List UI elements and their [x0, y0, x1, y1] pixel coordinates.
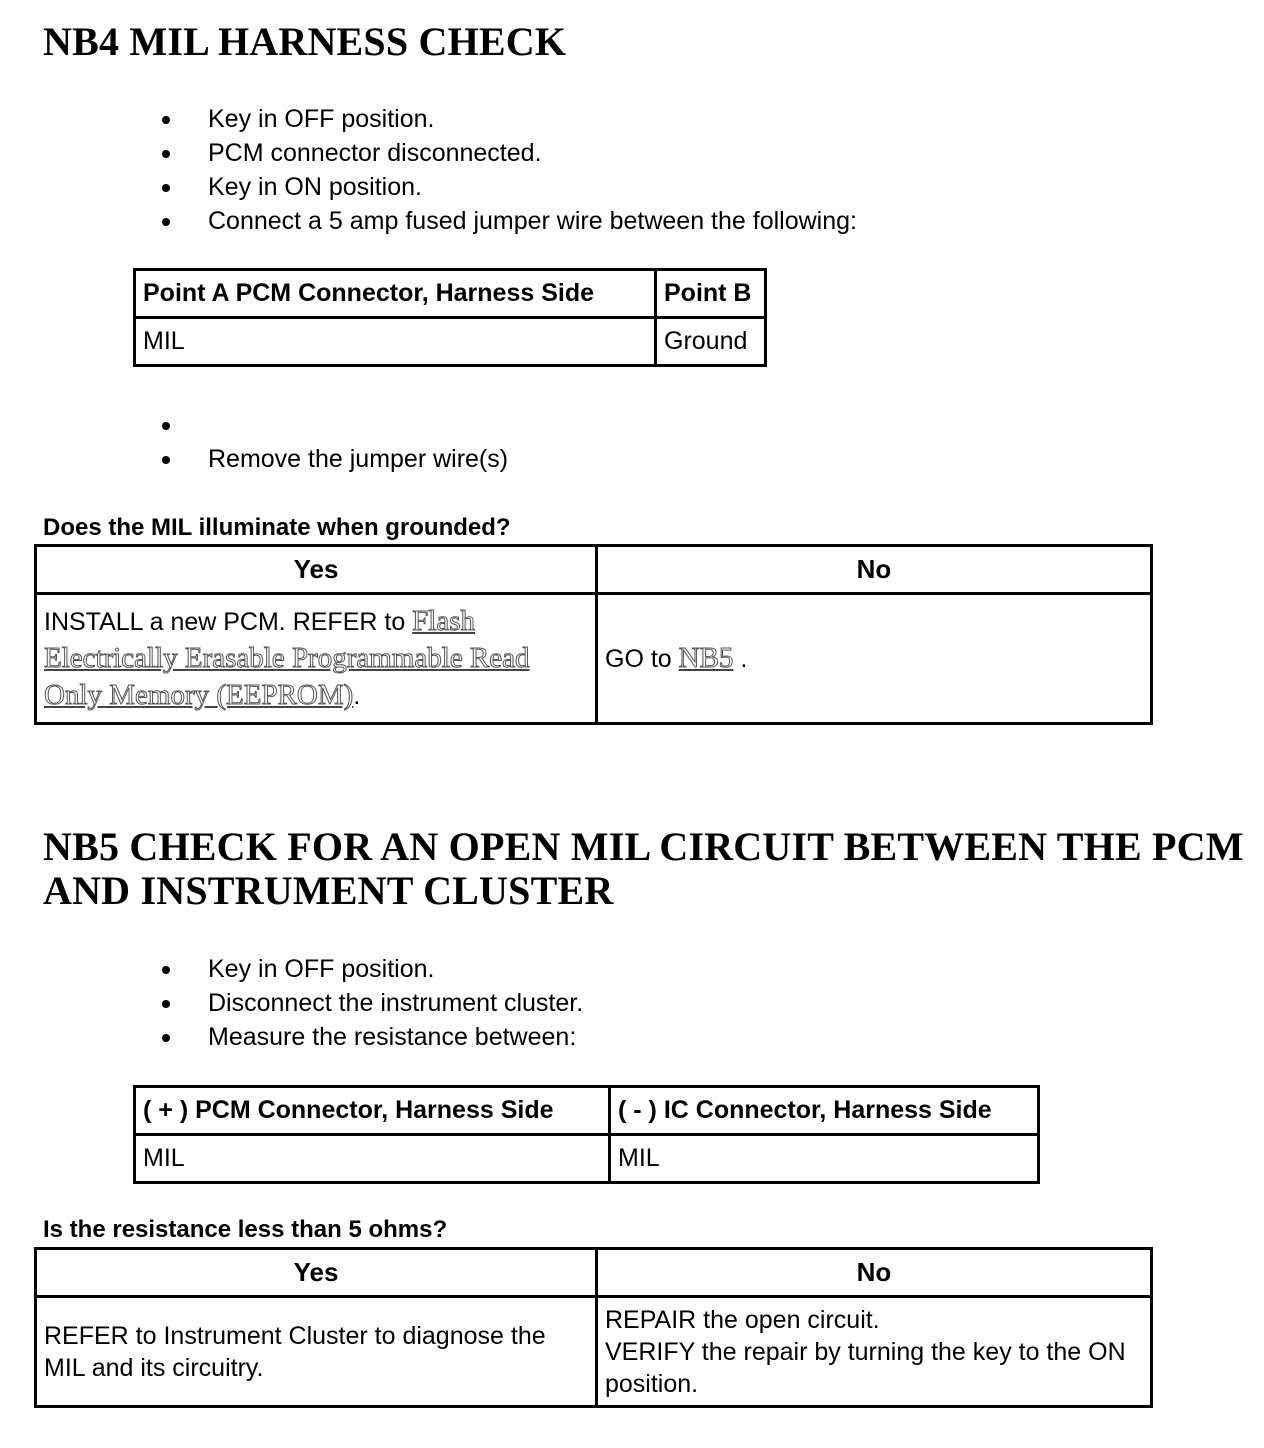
- table-header: Point B: [656, 270, 766, 318]
- bullet-icon: [162, 1000, 170, 1008]
- nb4-connector-table: [133, 268, 767, 367]
- table-row: [36, 594, 1152, 724]
- table-cell: MIL: [135, 1135, 610, 1183]
- bullet-icon: [162, 150, 170, 158]
- yes-header: Yes: [36, 546, 597, 594]
- bullet-icon: [162, 116, 170, 124]
- list-item: Key in ON position.: [0, 170, 857, 204]
- nb4-result-table: [34, 544, 1153, 725]
- table-header: Point A PCM Connector, Harness Side: [135, 270, 656, 318]
- no-header: No: [597, 546, 1152, 594]
- table-cell: MIL: [135, 318, 656, 366]
- nb5-step-list: [0, 952, 583, 1054]
- list-item: Remove the jumper wire(s): [0, 442, 508, 476]
- no-header: No: [597, 1249, 1152, 1297]
- nb5-question: Is the resistance less than 5 ohms?: [43, 1216, 448, 1243]
- no-cell: GO to NB5 .: [597, 594, 1152, 724]
- table-row: [135, 318, 766, 366]
- nb4-step-list-after: [0, 408, 508, 476]
- yes-header: Yes: [36, 1249, 597, 1297]
- list-item: PCM connector disconnected.: [0, 136, 857, 170]
- list-item: Key in OFF position.: [0, 102, 857, 136]
- list-item: Key in OFF position.: [0, 952, 583, 986]
- yes-cell: REFER to Instrument Cluster to diagnose the MIL and its circuitry.: [36, 1297, 597, 1407]
- table-header: ( - ) IC Connector, Harness Side: [610, 1087, 1039, 1135]
- list-item: [0, 408, 508, 442]
- bullet-icon: [162, 184, 170, 192]
- nb4-step-list: [0, 102, 857, 238]
- nb4-title: NB4 MIL HARNESS CHECK: [43, 19, 567, 64]
- list-item: Connect a 5 amp fused jumper wire between the following:: [0, 204, 857, 238]
- nb5-title: NB5 CHECK FOR AN OPEN MIL CIRCUIT BETWEEN THE PCM AND INSTRUMENT CLUSTER: [43, 824, 1244, 913]
- nb5-measure-table: [133, 1085, 1040, 1184]
- table-row: [36, 1297, 1152, 1407]
- table-cell: MIL: [610, 1135, 1039, 1183]
- nb4-question: Does the MIL illuminate when grounded?: [43, 514, 511, 541]
- list-item: Disconnect the instrument cluster.: [0, 986, 583, 1020]
- list-item: Measure the resistance between:: [0, 1020, 583, 1054]
- table-cell: Ground: [656, 318, 766, 366]
- bullet-icon: [162, 456, 170, 464]
- bullet-icon: [162, 422, 170, 430]
- yes-cell: INSTALL a new PCM. REFER to Flash Electrically Erasable Programmable Read Only Memory (EEPROM).: [36, 594, 597, 724]
- bullet-icon: [162, 966, 170, 974]
- no-cell: REPAIR the open circuit. VERIFY the repair by turning the key to the ON position.: [597, 1297, 1152, 1407]
- nb5-result-table: [34, 1247, 1153, 1408]
- nb5-link[interactable]: NB5: [678, 642, 734, 674]
- bullet-icon: [162, 1034, 170, 1042]
- bullet-icon: [162, 218, 170, 226]
- table-header: ( + ) PCM Connector, Harness Side: [135, 1087, 610, 1135]
- eeprom-link[interactable]: Flash Electrically Erasable Programmable Read Only Memory (EEPROM): [44, 605, 530, 711]
- table-row: [135, 1135, 1039, 1183]
